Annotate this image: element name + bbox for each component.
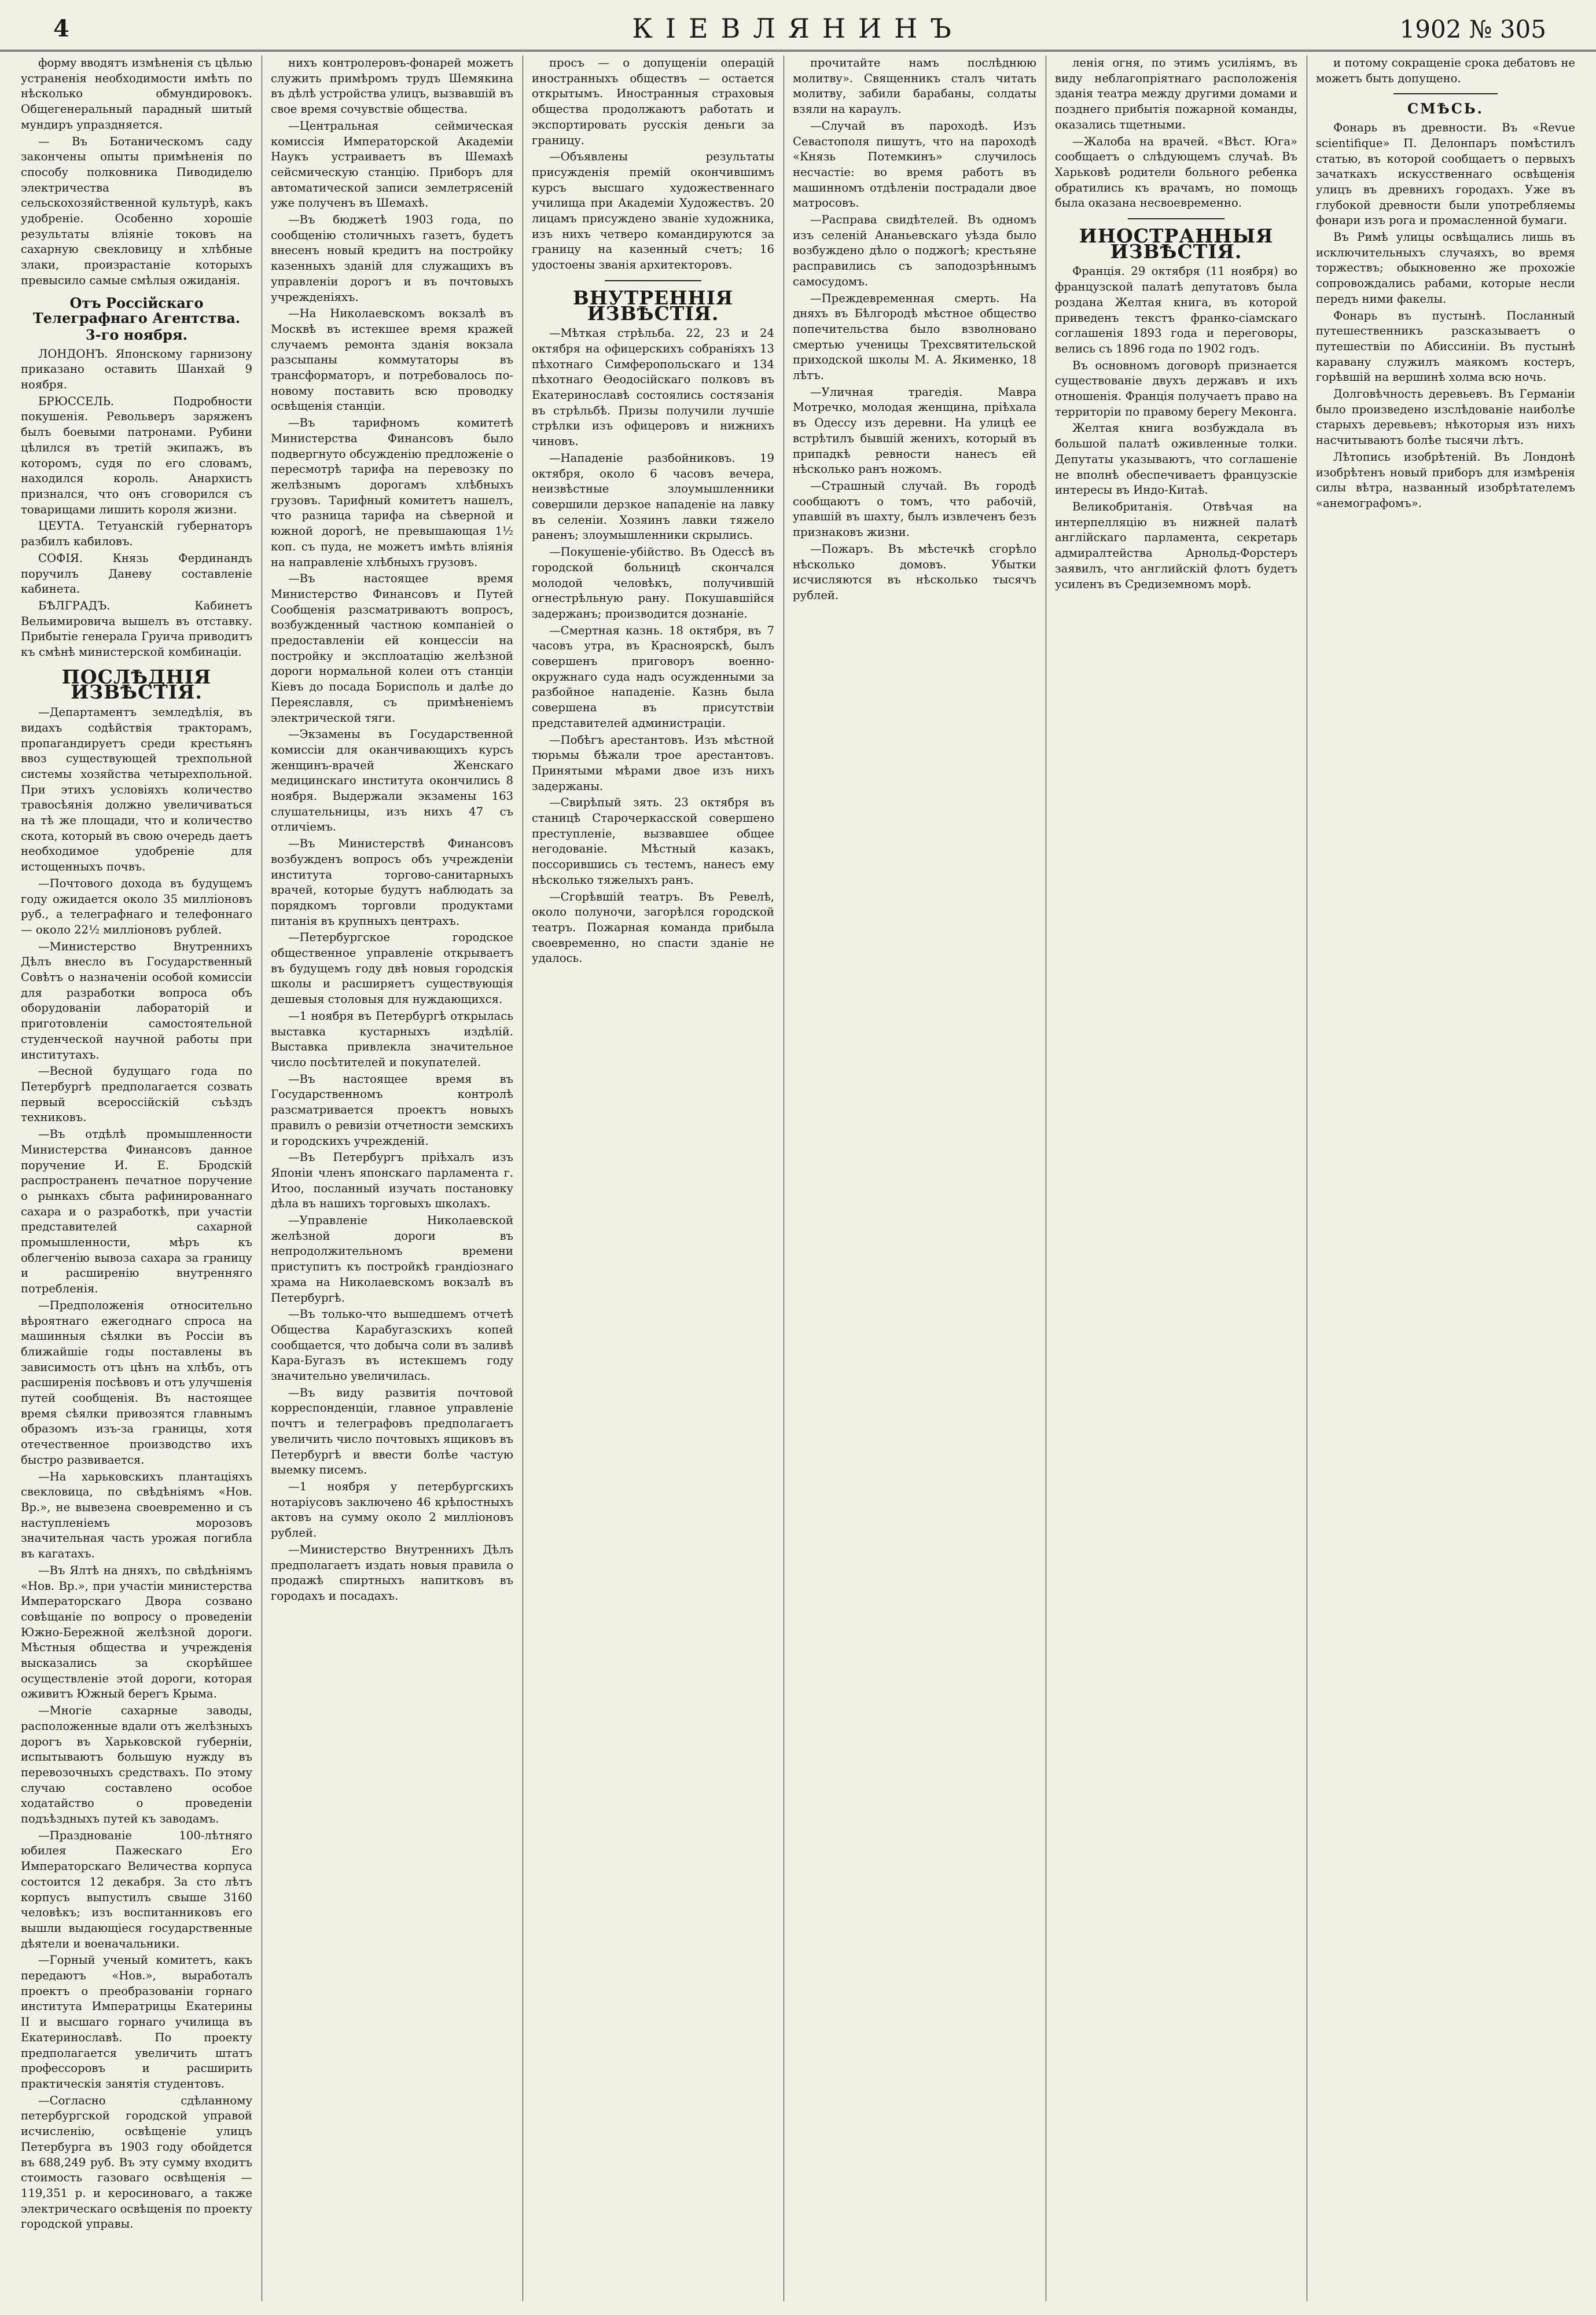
news-item: —Въ Петербургъ пріѣхалъ изъ Японіи членъ японскаго парламента г. Итоо, посланный изучать постановку дѣла въ нашихъ торговыхъ школахъ. (271, 1151, 513, 1211)
section-heading-latest-news: ПОСЛѢДНІЯ ИЗВѢСТІЯ. (61, 665, 212, 704)
telegram-item: ЛОНДОНЪ. Японскому гарнизону приказано оставить Шанхай 9 ноября. (21, 347, 252, 392)
news-item: —Въ Министерствѣ Финансовъ возбужденъ вопросъ объ учрежденіи института торгово-санитарныхъ врачей, которые будутъ наблюдать за порядкомъ торговли продуктами питанія въ крупныхъ центрахъ. (271, 837, 513, 928)
news-item: —Управленіе Николаевской желѣзной дороги въ непродолжительномъ времени приступитъ къ постройкѣ грандіознаго храма на Николаевскомъ вокзалѣ въ Петербургѣ. (271, 1214, 513, 1305)
telegram-item: БРЮССЕЛЬ. Подробности покушенія. Револьверъ заряженъ былъ боевыми патронами. Рубини цѣлился въ третій экипажъ, въ которомъ, судя по его словамъ, находился король. Анархистъ признался, что онъ сговорился съ товарищами лишить короля жизни. (21, 394, 252, 516)
news-item: —Случай въ пароходѣ. Изъ Севастополя пишутъ, что на пароходѣ «Князь Потемкинъ» случилось несчастіе: во время работъ въ машинномъ отдѣленіи пострадали двое матросовъ. (793, 119, 1036, 210)
column-5 (1055, 56, 1297, 2301)
news-item: —1 ноября у петербургскихъ нотаріусовъ заключено 46 крѣпостныхъ актовъ на сумму около 2 милліоновъ рублей. (271, 1479, 513, 1540)
news-item: нихъ контролеровъ-фонарей можетъ служить примѣромъ трудъ Шемякина въ дѣлѣ устройства улицъ, вызвавшій въ свое время сочувствіе общества. (271, 56, 513, 116)
news-item: —1 ноября въ Петербургѣ открылась выставка кустарныхъ издѣлій. Выставка привлекла значительное число посѣтителей и покупателей. (271, 1009, 513, 1069)
telegram-item: СОФІЯ. Князь Фердинандъ поручилъ Даневу составленіе кабинета. (21, 551, 252, 596)
news-item: —Въ Ялтѣ на дняхъ, по свѣдѣніямъ «Нов. Вр.», при участіи министерства Императорскаго Двора созвано совѣщаніе по вопросу о проведеніи Южно-Бережной желѣзной дороги. Мѣстныя общества и учрежденія высказались за скорѣйшее осуществленіе этой дороги, которая оживитъ Южный берегъ Крыма. (21, 1563, 252, 1701)
news-item: Желтая книга возбуждала въ большой палатѣ оживленные толки. Депутаты указываютъ, что соглашеніе не вполнѣ обеспечиваетъ французскіе интересы въ Индо-Китаѣ. (1055, 421, 1297, 497)
news-item: и потому сокращеніе срока дебатовъ не можетъ быть допущено. (1316, 56, 1575, 85)
news-item: —Горный ученый комитетъ, какъ передаютъ «Нов.», выработалъ проектъ о преобразованіи горнаго института Императрицы Екатерины II и высшаго горнаго училища въ Екатеринославѣ. По проекту предполагается увеличить штатъ профессоровъ и расширить практическія занятія студентовъ. (21, 1953, 252, 2090)
news-item: —Жалоба на врачей. «Вѣст. Юга» сообщаетъ о слѣдующемъ случаѣ. Въ Харьковѣ родители больного ребенка обратились къ врачамъ, но помощь была оказана несвоевременно. (1055, 134, 1297, 210)
news-item: —Нападеніе разбойниковъ. 19 октября, около 6 часовъ вечера, неизвѣстные злоумышленники совершили дерзкое нападеніе на лавку въ селеніи. Хозяинъ лавки тяжело раненъ; злоумышленники скрылись. (532, 451, 774, 542)
news-item: Великобританія. Отвѣчая на интерпелляцію въ нижней палатѣ англійскаго парламента, секретарь адмиралтейства Арнольд-Форстеръ заявилъ, что английскій флотъ будетъ усиленъ въ Средиземномъ морѣ. (1055, 499, 1297, 591)
news-item: —Министерство Внутреннихъ Дѣлъ внесло въ Государственный Совѣтъ о назначеніи особой комиссіи для разработки вопроса объ оборудованіи лабораторій и приготовленіи самостоятельной студенческой научной работы при институтахъ. (21, 939, 252, 1061)
news-item: —Въ бюджетѣ 1903 года, по сообщенію столичныхъ газетъ, будетъ внесенъ новый кредитъ на постройку казенныхъ зданій для служащихъ въ управленіи дорогъ и въ почтовыхъ учрежденіяхъ. (271, 213, 513, 304)
news-item: —Согласно сдѣланному петербургской городской управой исчисленію, освѣщеніе улицъ Петербурга въ 1903 году обойдется въ 688,249 руб. Въ эту сумму входитъ стоимость газоваго освѣщенія — 119,351 р. и керосиноваго, а также электрическаго освѣщенія по проекту городской управы. (21, 2093, 252, 2231)
news-item: —Въ тарифномъ комитетѣ Министерства Финансовъ было подвергнуто обсужденію предложеніе о пересмотрѣ тарифа на перевозку по желѣзнымъ дорогамъ хлѣбныхъ грузовъ. Тарифный комитетъ нашелъ, что разница тарифа на сѣверной и южной дорогѣ, не превышающая 1½ коп. съ пуда, не можетъ имѣть вліянія на направленіе хлѣбныхъ грузовъ. (271, 416, 513, 569)
section-separator (605, 280, 702, 281)
news-item: —На Николаевскомъ вокзалѣ въ Москвѣ въ истекшее время кражей случаемъ ремонта зданія вокзала разсыпаны коммутаторы въ трансформаторъ, и потребовалось по-новому поставить всю проводку освѣщенія станціи. (271, 307, 513, 413)
news-item: —На харьковскихъ плантаціяхъ свекловица, по свѣдѣніямъ «Нов. Вр.», не вывезена своевременно и съ наступленіемъ морозовъ значительная часть урожая погибла въ кагатахъ. (21, 1469, 252, 1561)
news-item: прочитайте намъ послѣднюю молитву». Священникъ сталъ читать молитву, забили барабаны, солдаты взяли на караулъ. (793, 56, 1036, 116)
news-item: —Многіе сахарные заводы, расположенные вдали отъ желѣзныхъ дорогъ въ Харьковской губерніи, испытываютъ большую нужду въ перевозочныхъ средствахъ. По этому случаю составлено особое ходатайство о проведеніи подъѣздныхъ путей къ заводамъ. (21, 1704, 252, 1826)
column-3 (532, 56, 774, 2301)
newspaper-title: КІЕВЛЯНИНЪ (632, 13, 964, 44)
news-item: —Свирѣпый зять. 23 октября въ станицѣ Старочеркасской совершено преступленіе, вызвавшее общее негодованіе. Мѣстный казакъ, поссорившись съ тестемъ, нанесъ ему нѣсколько тяжелыхъ ранъ. (532, 796, 774, 887)
news-item: —Въ виду развитія почтовой корреспонденціи, главное управленіе почтъ и телеграфовъ предполагаетъ увеличить число почтовыхъ ящиковъ въ Петербургѣ и ввести болѣе частую выемку писемъ. (271, 1386, 513, 1477)
news-item: —Пожаръ. Въ мѣстечкѣ сгорѣло нѣсколько домовъ. Убытки исчисляются въ нѣсколько тысячъ рублей. (793, 542, 1036, 602)
news-item: Франція. 29 октября (11 ноября) во французской палатѣ депутатовъ была роздана Желтая книга, въ которой приведенъ текстъ франко-сіамскаго соглашенія 1893 года и переговоры, велись съ 1896 года по 1902 годъ. (1055, 264, 1297, 355)
news-item: Въ Римѣ улицы освѣщались лишь въ исключительныхъ случаяхъ, во время торжествъ; обыкновенно же прохожіе сопровождались рабами, которые несли передъ ними факелы. (1316, 230, 1575, 306)
news-item: —Мѣткая стрѣльба. 22, 23 и 24 октября на офицерскихъ собраніяхъ 13 пѣхотнаго Симферопольскаго и 134 пѣхотнаго Ѳеодосійскаго полковъ въ Екатеринославѣ состоялись состязанія въ стрѣльбѣ. Призы получили лучшіе стрѣлки изъ офицеровъ и нижнихъ чиновъ. (532, 326, 774, 449)
news-item: —Преждевременная смерть. На дняхъ въ Бѣлгородѣ мѣстное общество попечительства было взволновано смертью ученицы Трехсвятительской приходской школы М. А. Якименко, 18 лѣтъ. (793, 291, 1036, 383)
news-item: —Празднованіе 100-лѣтняго юбилея Пажескаго Его Императорскаго Величества корпуса состоится 12 декабря. За сто лѣтъ корпусъ выпустилъ свыше 3160 человѣкъ; изъ воспитанниковъ его вышли выдающіеся государственные дѣятели и военачальники. (21, 1828, 252, 1950)
news-item: —Уличная трагедія. Мавра Мотречко, молодая женщина, пріѣхала въ Одессу изъ деревни. На улицѣ ее встрѣтилъ бывшій женихъ, который въ припадкѣ ревности нанесъ ей нѣсколько ранъ ножомъ. (793, 385, 1036, 476)
section-heading-miscellany: СМѢСЬ. (1407, 100, 1484, 117)
telegram-date: 3-го ноября. (86, 326, 187, 343)
column-1 (21, 56, 252, 2301)
news-item: —Предположенія относительно вѣроятнаго ежегоднаго спроса на машинныя сѣялки въ Россіи въ ближайшіе годы поставлены въ зависимость отъ цѣнъ на хлѣбъ, отъ расширенія посѣвовъ и отъ улучшенія путей сообщенія. Въ настоящее время сѣялки привозятся главнымъ образомъ изъ-за границы, хотя отечественное производство ихъ быстро развивается. (21, 1298, 252, 1467)
news-item: ленія огня, по этимъ усиліямъ, въ виду неблагопріятнаго расположенія зданія театра между другими домами и позднего прибытія пожарной команды, оказались тщетными. (1055, 56, 1297, 131)
news-item: Фонарь въ пустынѣ. Посланный путешественникъ разсказываетъ о путешествіи по Абиссиніи. Въ пустынѣ каравану служилъ маякомъ костеръ, горѣвшій на вершинѣ холма всю ночь. (1316, 308, 1575, 384)
news-item: —Департаментъ земледѣлія, въ видахъ содѣйствія тракторамъ, пропагандируетъ среди крестьянъ ввоз существующей трехпольной системы хозяйства четырехпольной. При этихъ условіяхъ количество травосѣянія должно увеличиваться на тѣ же площади, что и количество скота, который въ свою очередь даетъ необходимое удобреніе для истощенныхъ почвъ. (21, 705, 252, 874)
news-item: просъ — о допущеніи операцій иностранныхъ обществъ — остается открытымъ. Иностранныя страховыя общества продолжаютъ работать и экспортировать русскія деньги за границу. (532, 56, 774, 147)
news-item: —Центральная сеймическая комиссія Императорской Академіи Наукъ устраиваетъ въ Шемахѣ сейсмическую станцію. Приборъ для автоматической записи землетрясеній уже полученъ въ Шемахѣ. (271, 119, 513, 210)
column-2 (271, 56, 513, 2301)
news-item: —Покушеніе-убійство. Въ Одессѣ въ городской больницѣ скончался молодой человѣкъ, получившій огнестрѣльную рану. Покушавшійся задержанъ; производится дознаніе. (532, 545, 774, 620)
news-item: —Весной будущаго года по Петербургѣ предполагается созвать первый всероссійскій съѣздъ техниковъ. (21, 1064, 252, 1125)
news-item: —Расправа свидѣтелей. Въ одномъ изъ селеній Ананьевскаго уѣзда было возбуждено дѣло о поджогѣ; крестьяне расправились съ заподозрѣннымъ самосудомъ. (793, 213, 1036, 288)
news-item: —Въ настоящее время въ Государственномъ контролѣ разсматривается проектъ новыхъ правилъ о ревизіи отчетности земскихъ и городскихъ учрежденій. (271, 1072, 513, 1148)
news-item: Лѣтопись изобрѣтеній. Въ Лондонѣ изобрѣтенъ новый приборъ для измѣренія силы вѣтра, названный изобрѣтателемъ «анемографомъ». (1316, 450, 1575, 510)
news-item: Долговѣчность деревьевъ. Въ Германіи было произведено изслѣдованіе наиболѣе старыхъ деревьевъ; нѣкоторыя изъ нихъ насчитываютъ болѣе тысячи лѣтъ. (1316, 387, 1575, 447)
news-item: —Петербургское городское общественное управленіе открываетъ въ будущемъ году двѣ новыя городскія школы и расширяетъ существующія дешевыя столовыя для нуждающихся. (271, 931, 513, 1006)
news-item: —Побѣгъ арестантовъ. Изъ мѣстной тюрьмы бѣжали трое арестантовъ. Принятыми мѣрами двое изъ нихъ задержаны. (532, 733, 774, 793)
news-item: Въ основномъ договорѣ признается существованіе двухъ державъ и ихъ отношенія. Франція получаетъ право на территоріи по правому берегу Меконга. (1055, 358, 1297, 418)
news-item: —Въ настоящее время Министерство Финансовъ и Путей Сообщенія разсматриваютъ вопросъ, возбужденный частною компаніей о предоставленіи ей концессіи на постройку и эксплоатацію желѣзной дороги нормальной колеи отъ станціи Кіевъ до посада Борисполь и далѣе до Переяславля, съ примѣненіемъ электрической тяги. (271, 572, 513, 725)
news-item: —Страшный случай. Въ городѣ сообщаютъ о томъ, что рабочій, упавшій въ шахту, былъ извлеченъ безъ признаковъ жизни. (793, 479, 1036, 539)
column-6 (1316, 56, 1575, 2301)
news-item: —Министерство Внутреннихъ Дѣлъ предполагаетъ издать новыя правила о продажѣ спиртныхъ напитковъ въ городахъ и посадахъ. (271, 1542, 513, 1603)
issue-number: 1902 № 305 (1399, 15, 1546, 43)
news-item: —Сгорѣвшій театръ. Въ Ревелѣ, около полуночи, загорѣлся городской театръ. Пожарная команда прибыла своевременно, но спасти зданіе не удалось. (532, 890, 774, 965)
telegram-item: БѢЛГРАДЪ. Кабинетъ Вельимировича вышелъ въ отставку. Прибытіе генерала Груича приводитъ къ смѣнѣ министерской комбинаціи. (21, 598, 252, 659)
article-text: — Въ Ботаническомъ саду закончены опыты примѣненія по способу полковника Пиводиделю электричества въ сельскохозяйственной культурѣ, какъ удобреніе. Особенно хорошіе результаты вліяніе токовъ на сахарную свекловицу и хлѣбные злаки, произрастаніе которыхъ превысило самые смѣлыя ожиданія. (21, 134, 252, 287)
section-separator (1393, 93, 1497, 94)
section-heading-foreign-news: ИНОСТРАННЫЯ ИЗВѢСТІЯ. (1079, 225, 1274, 263)
news-item: —Почтового дохода въ будущемъ году ожидается около 35 милліоновъ руб., а телеграфнаго и телефоннаго — около 22½ милліоновъ рублей. (21, 876, 252, 936)
telegram-agency-heading: Отъ Россійскаго Телеграфнаго Агентства. (32, 294, 241, 327)
news-item: —Въ отдѣлѣ промышленности Министерства Финансовъ данное поручение И. Е. Бродскій распространенъ печатное поручение о рынкахъ сбыта рафинированнаго сахара и о разработкѣ, при участіи представителей сахарной промышленности, мѣръ къ облегченію вывоза сахара за границу и расширенію внутренняго потребленія. (21, 1127, 252, 1296)
news-item: —Въ только-что вышедшемъ отчетѣ Общества Карабугазскихъ копей сообщается, что добыча соли въ заливѣ Кара-Бугазъ въ истекшемъ году значительно увеличилась. (271, 1307, 513, 1383)
column-4 (793, 56, 1036, 2301)
section-separator (1128, 218, 1225, 219)
section-heading-internal-news: ВНУТРЕННІЯ ИЗВѢСТІЯ. (572, 286, 734, 325)
masthead (0, 0, 1596, 52)
news-item: —Объявлены результаты присужденія премій окончившимъ курсъ высшаго художественнаго училища при Академіи Художествъ. 20 лицамъ присуждено званіе художника, изъ нихъ четверо командируются за границу на казенный счетъ; 16 удостоены званія архитекторовъ. (532, 150, 774, 272)
telegram-item: ЦЕУТА. Тетуанскій губернаторъ разбилъ кабиловъ. (21, 519, 252, 549)
news-item: Фонарь въ древности. Въ «Revue scientifique» П. Делонпаръ помѣстилъ статью, въ которой сообщаетъ о первыхъ зачаткахъ искусственнаго освѣщенія улицъ въ древнихъ городахъ. Уже въ глубокой древности были употребляемы фонари изъ рога и промасленной бумаги. (1316, 121, 1575, 227)
page-number: 4 (53, 15, 69, 42)
news-item: —Смертная казнь. 18 октября, въ 7 часовъ утра, въ Красноярскѣ, былъ совершенъ приговоръ военно-окружнаго суда надъ осужденными за разбойное нападеніе. Казнь была совершена въ присутствіи представителей администраціи. (532, 623, 774, 730)
news-item: —Экзамены въ Государственной комиссіи для оканчивающихъ курсъ женщинъ-врачей Женскаго медицинскаго института окончились 8 ноября. Выдержали экзамены 163 слушательницы, изъ нихъ 47 съ отличіемъ. (271, 727, 513, 834)
article-text: форму вводятъ измѣненія съ цѣлью устраненія необходимости имѣть по нѣсколько обмундировокъ. Общегенеральный парадный шитый мундиръ упраздняется. (21, 56, 252, 131)
